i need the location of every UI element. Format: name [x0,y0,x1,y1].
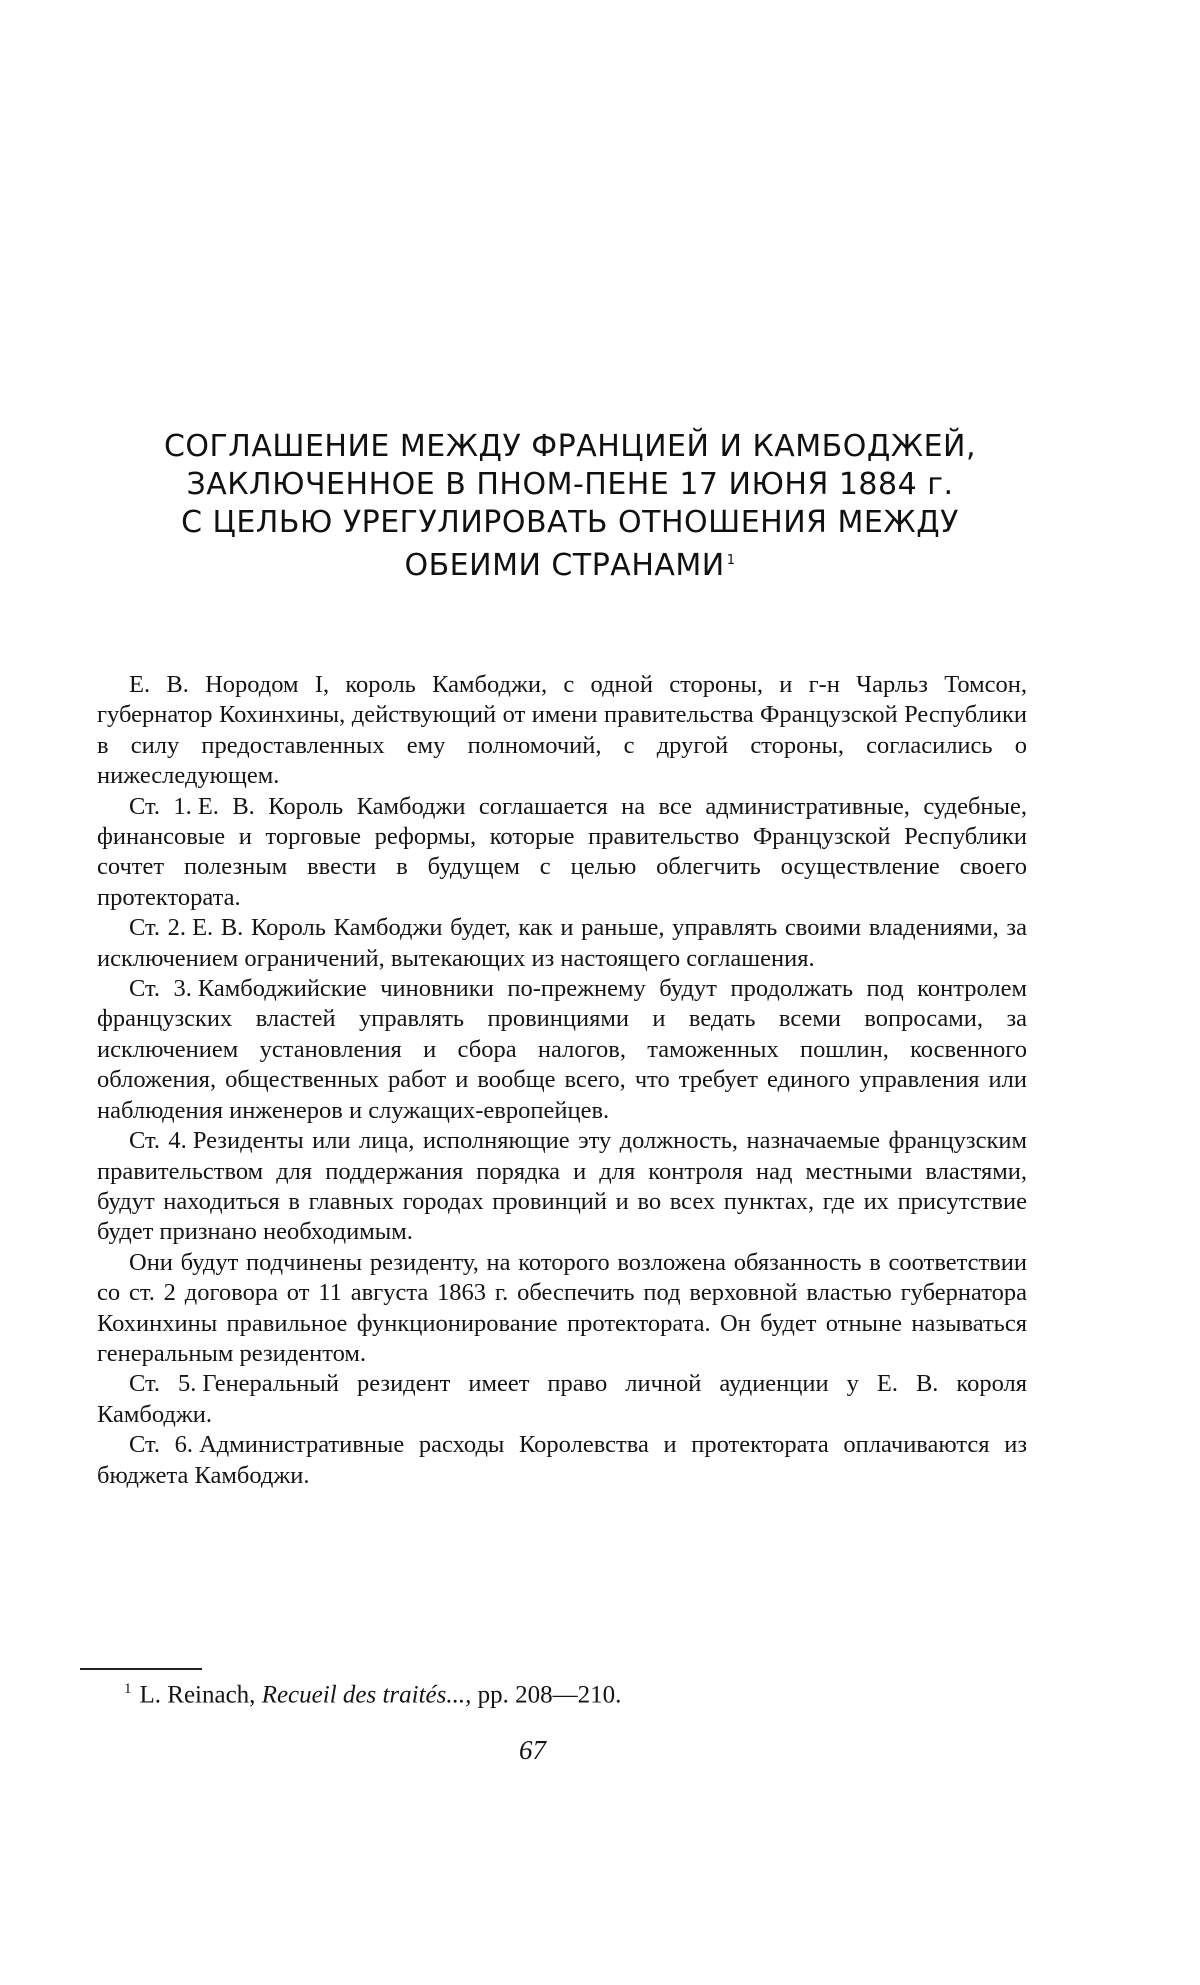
title-line-4 [90,542,1050,585]
article-4-label: Ст. 4. [129,1127,187,1155]
title-footnote-mark: 1 [726,553,736,568]
article-3-label: Ст. 3. [129,975,192,1003]
page-number: 67 [519,1735,546,1765]
article-2-text: Е. В. Король Камбоджи будет, как и раньше, управлять своими владениями, за исключением ограничений, вытекающих из настоящего соглашения. [97,914,1027,972]
article-4-continuation-text: Они будут подчинены резиденту, на которого возложена обязанность в соответствии со ст. 2 договора от 11 августа 1863 г. обеспечить под верховной властью губернатора Кохинхины правильное функционирование протектората. Он будет отныне называться генеральным резидентом. [97,1248,1027,1367]
article-1-paragraph [97,792,1027,914]
preamble-paragraph [97,670,1027,792]
preamble-text: Е. В. Нородом I, король Камбоджи, с одной стороны, и г-н Чарльз Томсон, губернатор Кохинхины, действующий от имени правительства Французской Республики в силу предоставленных ему полномочий, с другой стороны, согласились о нижеследующем. [97,671,1027,790]
title-line-3: С ЦЕЛЬЮ УРЕГУЛИРОВАТЬ ОТНОШЕНИЯ МЕЖДУ [181,505,959,540]
article-3-paragraph [97,974,1027,1126]
article-6-label: Ст. 6. [129,1431,194,1459]
agreement-body [97,670,1027,1491]
footnote-mark: 1 [124,1681,132,1697]
footnote-author: L. Reinach, [139,1681,256,1709]
article-4-paragraph [97,1126,1027,1248]
article-4-continuation-paragraph [97,1248,1027,1370]
footnote-divider [80,1668,202,1670]
article-5-text: Генеральный резидент имеет право личной аудиенции у Е. В. короля Камбоджи. [97,1370,1027,1428]
title-line-2: ЗАКЛЮЧЕННОЕ В ПНОМ-ПЕНЕ 17 ИЮНЯ 1884 г. [186,467,954,502]
title-line-4-text: ОБЕИМИ СТРАНАМИ [404,548,725,583]
footnote-pages: pp. 208—210. [477,1681,622,1709]
article-2-label: Ст. 2. [129,914,187,942]
article-4-text: Резиденты или лица, исполняющие эту должность, назначаемые французским правительством для поддержания порядка и для контроля над местными властями, будут находиться в главных городах провинций и во всех пунктах, где их присутствие будет признано необходимым. [97,1127,1027,1246]
article-6-paragraph [97,1430,1027,1491]
article-1-label: Ст. 1. [129,792,192,820]
article-5-label: Ст. 5. [129,1370,197,1398]
article-5-paragraph [97,1369,1027,1430]
title-line-1: СОГЛАШЕНИЕ МЕЖДУ ФРАНЦИЕЙ И КАМБОДЖЕЙ, [163,429,977,464]
article-2-paragraph [97,913,1027,974]
article-6-text: Административные расходы Королевства и протектората оплачиваются из бюджета Камбоджи. [97,1431,1028,1489]
footnote [124,1674,621,1710]
footnote-work-title: Recueil des traités..., [261,1681,472,1709]
article-3-text: Камбоджийские чиновники по-прежнему будут продолжать под контролем французских властей управлять провинциями и ведать всеми вопросами, за исключением установления и сбора налогов, таможенных пошлин, косвенного обложения, общественных работ и вообще всего, что требует единого управления или наблюдения инженеров и служащих-европейцев. [97,975,1027,1124]
article-1-text: Е. В. Король Камбоджи соглашается на все административные, судебные, финансовые и торговые реформы, которые правительство Французской Республики сочтет полезным ввести в будущем с целью облегчить осуществление своего протектората. [97,792,1027,911]
document-title [90,428,1050,585]
